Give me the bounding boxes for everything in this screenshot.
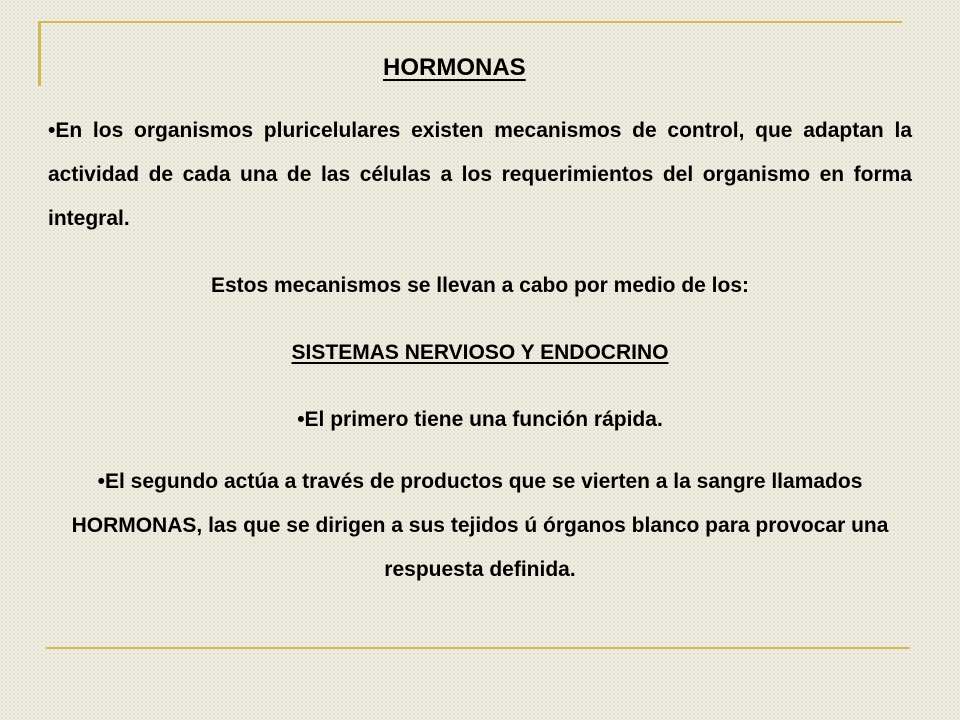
systems-heading: SISTEMAS NERVIOSO Y ENDOCRINO	[291, 341, 669, 364]
bullet-nervous-system: •El primero tiene una función rápida.	[297, 408, 663, 431]
top-decorative-rule	[40, 21, 902, 23]
bottom-decorative-rule	[46, 647, 910, 649]
bullet-endocrine-system: •El segundo actúa a través de productos que se vierten a la sangre llamados HORMONAS, las que se dirigen a sus tejidos ú órganos blanco para provocar una respuesta definida.	[71, 470, 889, 581]
bullet-paragraph-control-mechanisms: •En los organismos pluricelulares existen mecanismos de control, que adaptan la actividad de cada una de las células a los requerimientos del organismo en forma integral.	[48, 119, 912, 230]
slide-title: HORMONAS	[383, 54, 526, 81]
left-decorative-rule	[38, 21, 41, 86]
intro-line: Estos mecanismos se llevan a cabo por medio de los:	[210, 274, 750, 297]
